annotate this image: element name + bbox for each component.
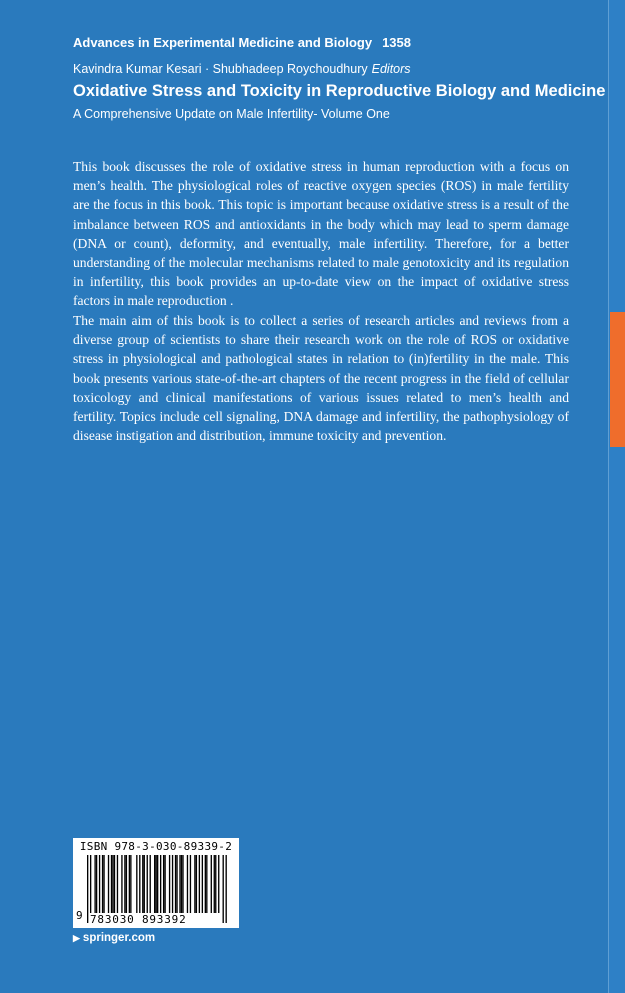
orange-accent-tab xyxy=(610,312,625,447)
series-name: Advances in Experimental Medicine and Biology xyxy=(73,35,373,50)
barcode-bar xyxy=(199,855,200,913)
barcode-bar xyxy=(147,855,148,913)
barcode-bar xyxy=(112,855,113,913)
barcode-bar xyxy=(154,855,155,913)
barcode-bar xyxy=(169,855,170,913)
barcode-bar xyxy=(205,855,206,913)
barcode-bar xyxy=(129,855,130,913)
barcode-bar xyxy=(179,855,180,913)
series-line xyxy=(73,35,411,50)
triangle-right-icon: ▶ xyxy=(73,933,80,943)
barcode-bar xyxy=(202,855,203,913)
barcode-bar xyxy=(114,855,115,913)
barcode-bar xyxy=(102,855,103,913)
barcode-bar xyxy=(196,855,197,913)
barcode-bar xyxy=(136,855,137,913)
barcode-bar xyxy=(214,855,215,913)
barcode-bar xyxy=(142,855,143,913)
barcode-bar xyxy=(164,855,165,913)
barcode-bar xyxy=(126,855,127,913)
book-title: Oxidative Stress and Toxicity in Reproductive Biology and Medicine xyxy=(73,82,606,100)
springer-link-text: springer.com xyxy=(82,932,156,944)
barcode-bar xyxy=(176,855,177,913)
editors-line xyxy=(73,62,411,76)
description-paragraph-2: The main aim of this book is to collect a series of research articles and reviews from a diverse group of scientists to share their research work on the role of ROS or oxidative stress in physiological and pathological states in relation to (in)fertility in the male. This book presents various state-of-the-art chapters of the recent progress in the field of cellular toxicology and clinical manifestations of various issues related to men’s health and fertility. Topics include cell signaling, DNA damage and infertility, the pathophysiology of disease instigation and distribution, immune toxicity and prevention. xyxy=(73,313,569,444)
barcode-bar xyxy=(108,855,109,913)
barcode-bar xyxy=(175,855,176,913)
barcode-bar xyxy=(190,855,191,913)
barcode-bar xyxy=(194,855,195,913)
barcode-bar xyxy=(182,855,183,913)
barcode-bar xyxy=(223,855,224,923)
barcode-bar xyxy=(172,855,173,913)
barcode-bar xyxy=(103,855,104,913)
barcode-bar xyxy=(206,855,207,913)
barcode-box xyxy=(73,838,239,928)
barcode-bar xyxy=(215,855,216,913)
barcode-bar xyxy=(124,855,125,913)
barcode-bar xyxy=(121,855,122,913)
series-number: 1358 xyxy=(382,35,411,50)
barcode-bar xyxy=(99,855,100,913)
springer-link[interactable] xyxy=(73,932,155,944)
barcode-bar xyxy=(211,855,212,913)
spine-edge xyxy=(608,0,625,993)
barcode-bar xyxy=(139,855,140,913)
barcode-bar xyxy=(111,855,112,913)
ean-first-digit: 9 xyxy=(76,909,83,922)
barcode-bar xyxy=(117,855,118,913)
barcode-bar xyxy=(218,855,219,913)
barcode-bar xyxy=(150,855,151,913)
barcode-bar xyxy=(130,855,131,913)
barcode-bar xyxy=(226,855,227,923)
barcode-bar xyxy=(144,855,145,913)
barcode-bar xyxy=(96,855,97,913)
barcode-bar xyxy=(163,855,164,913)
book-subtitle: A Comprehensive Update on Male Infertility- Volume One xyxy=(73,107,390,121)
barcode-bar xyxy=(187,855,188,913)
editors-names: Kavindra Kumar Kesari · Shubhadeep Roychoudhury xyxy=(73,62,368,76)
editors-role: Editors xyxy=(371,62,411,76)
ean-digits: 783030 893392 xyxy=(90,913,187,926)
isbn-label: ISBN 978-3-030-89339-2 xyxy=(79,840,233,853)
barcode-bar xyxy=(94,855,95,913)
barcode-bar xyxy=(181,855,182,913)
description-paragraph-1: This book discusses the role of oxidative stress in human reproduction with a focus on men’s health. The physiological roles of reactive oxygen species (ROS) in male fertility are the focus in this book. This topic is important because oxidative stress is a result of the imbalance between ROS and antioxidants in the body which may lead to sperm damage (DNA or count), deformity, and eventually, male infertility. Therefore, for a better understanding of the molecular mechanisms related to male genotoxicity and its regulation in infertility, this book provides an up-to-date view on the impact of oxidative stress factors in male reproduction . xyxy=(73,159,569,309)
